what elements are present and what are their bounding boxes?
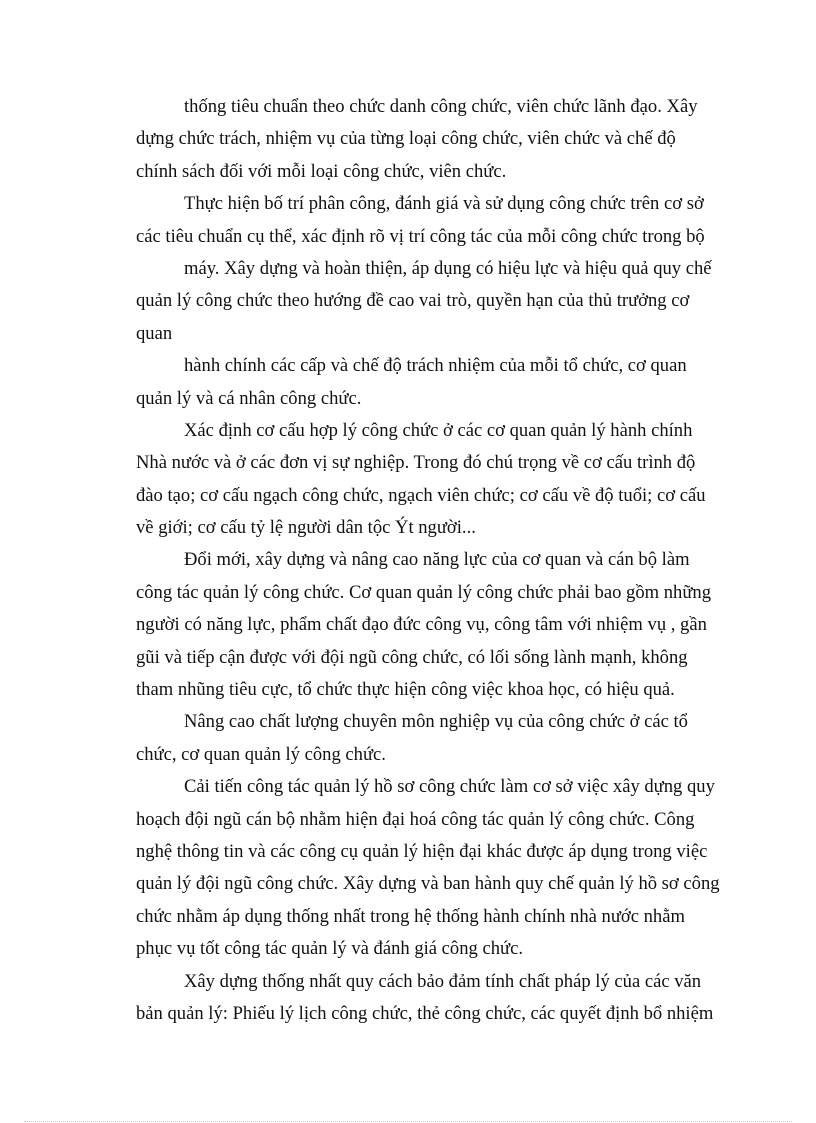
text-line: quan (136, 322, 173, 344)
text-line: chức, cơ quan quản lý công chức. (136, 743, 386, 765)
document-body (136, 91, 748, 1030)
text-line: thống tiêu chuẩn theo chức danh công chức, viên chức lãnh đạo. Xây (184, 96, 698, 117)
text-line: chức nhằm áp dụng thống nhất trong hệ thống hành chính nhà nước nhằm (136, 905, 685, 927)
text-line: bản quản lý: Phiếu lý lịch công chức, thẻ công chức, các quyết định bổ nhiệm (136, 1002, 714, 1024)
text-line: dựng chức trách, nhiệm vụ của từng loại công chức, viên chức và chế độ (136, 128, 676, 150)
text-line: công tác quản lý công chức. Cơ quan quản lý công chức phải bao gồm những (136, 581, 712, 603)
text-line: chính sách đối với mỗi loại công chức, viên chức. (136, 160, 507, 182)
text-line: phục vụ tốt công tác quản lý và đánh giá công chức. (136, 938, 524, 960)
text-line: nghệ thông tin và các công cụ quản lý hiện đại khác được áp dụng trong việc (136, 840, 708, 862)
text-line: Nhà nước và ở các đơn vị sự nghiệp. Trong đó chú trọng về cơ cấu trình độ (136, 452, 696, 474)
text-line: Nâng cao chất lượng chuyên môn nghiệp vụ của công chức ở các tổ (184, 711, 688, 733)
page-bottom-divider (24, 1121, 792, 1122)
text-line: quản lý và cá nhân công chức. (136, 387, 362, 409)
text-line: Cải tiến công tác quản lý hồ sơ công chức làm cơ sở việc xây dựng quy (184, 776, 715, 798)
text-line: hoạch đội ngũ cán bộ nhằm hiện đại hoá công tác quản lý công chức. Công (136, 808, 695, 830)
text-line: máy. Xây dựng và hoàn thiện, áp dụng có hiệu lực và hiệu quả quy chế (184, 257, 712, 279)
text-line: quản lý công chức theo hướng đề cao vai trò, quyền hạn của thủ trưởng cơ (136, 290, 690, 312)
text-line: về giới; cơ cấu tỷ lệ người dân tộc Ýt người... (136, 517, 476, 539)
text-line: tham nhũng tiêu cực, tổ chức thực hiện công việc khoa học, có hiệu quả. (136, 679, 675, 701)
text-line: Đổi mới, xây dựng và nâng cao năng lực của cơ quan và cán bộ làm (184, 549, 690, 571)
text-line: quản lý đội ngũ công chức. Xây dựng và ban hành quy chế quản lý hồ sơ công (136, 873, 720, 895)
text-line: Thực hiện bố trí phân công, đánh giá và sử dụng công chức trên cơ sở (184, 193, 704, 215)
text-line: đào tạo; cơ cấu ngạch công chức, ngạch viên chức; cơ cấu về độ tuổi; cơ cấu (136, 484, 706, 506)
text-line: người có năng lực, phẩm chất đạo đức công vụ, công tâm với nhiệm vụ , gần (136, 614, 707, 636)
text-line: Xác định cơ cấu hợp lý công chức ở các cơ quan quản lý hành chính (184, 419, 693, 441)
text-line: các tiêu chuẩn cụ thể, xác định rõ vị trí công tác của mỗi công chức trong bộ (136, 225, 705, 247)
text-line: gũi và tiếp cận được với đội ngũ công chức, có lối sống lành mạnh, không (136, 646, 688, 668)
text-line: Xây dựng thống nhất quy cách bảo đảm tính chất pháp lý của các văn (184, 970, 702, 992)
text-line: hành chính các cấp và chế độ trách nhiệm của mỗi tổ chức, cơ quan (184, 355, 687, 377)
